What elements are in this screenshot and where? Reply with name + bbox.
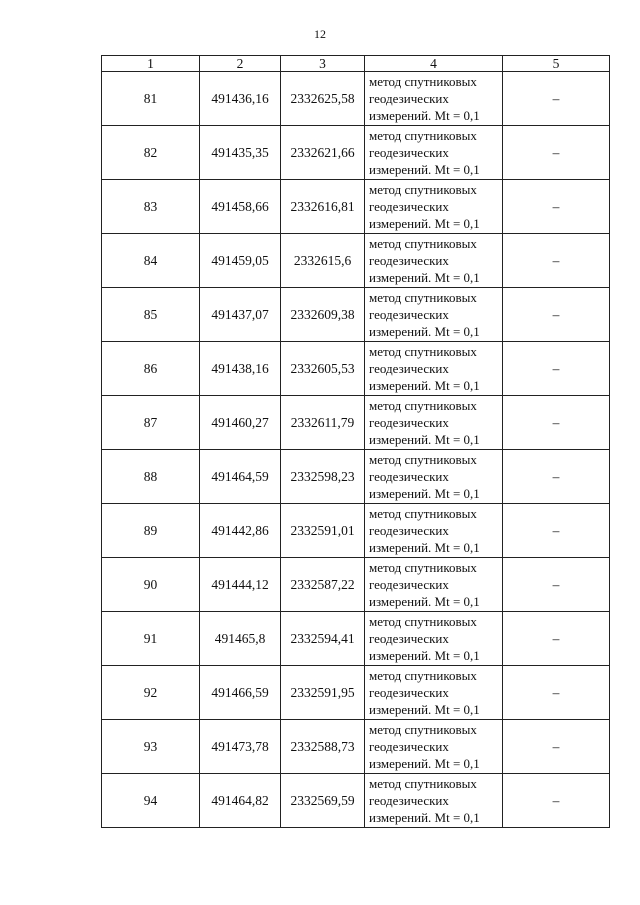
note-cell: – <box>503 396 610 450</box>
method-cell <box>365 72 503 126</box>
x-coordinate-cell: 491435,35 <box>200 126 281 180</box>
point-number-cell: 89 <box>102 504 200 558</box>
note-cell: – <box>503 558 610 612</box>
method-cell <box>365 234 503 288</box>
method-line: измерений. Mt = 0,1 <box>369 162 480 177</box>
method-line: измерений. Mt = 0,1 <box>369 540 480 555</box>
point-number-cell: 82 <box>102 126 200 180</box>
page-number: 12 <box>314 27 326 41</box>
table-row <box>102 342 610 396</box>
point-number-cell: 90 <box>102 558 200 612</box>
method-line: метод спутниковых <box>369 398 477 413</box>
method-line: геодезических <box>369 145 449 160</box>
table-row <box>102 126 610 180</box>
method-cell <box>365 288 503 342</box>
y-coordinate-cell: 2332605,53 <box>281 342 365 396</box>
y-coordinate-cell: 2332621,66 <box>281 126 365 180</box>
method-line: метод спутниковых <box>369 722 477 737</box>
method-line: геодезических <box>369 415 449 430</box>
method-line: метод спутниковых <box>369 344 477 359</box>
method-line: измерений. Mt = 0,1 <box>369 594 480 609</box>
method-line: метод спутниковых <box>369 776 477 791</box>
coordinates-table <box>101 55 610 828</box>
method-line: геодезических <box>369 253 449 268</box>
method-line: измерений. Mt = 0,1 <box>369 108 480 123</box>
table-row <box>102 72 610 126</box>
note-cell: – <box>503 612 610 666</box>
note-cell: – <box>503 720 610 774</box>
method-line: метод спутниковых <box>369 452 477 467</box>
table-row <box>102 774 610 828</box>
method-line: геодезических <box>369 199 449 214</box>
method-cell <box>365 774 503 828</box>
y-coordinate-cell: 2332598,23 <box>281 450 365 504</box>
method-line: геодезических <box>369 91 449 106</box>
note-cell: – <box>503 666 610 720</box>
method-line: метод спутниковых <box>369 290 477 305</box>
table-row <box>102 504 610 558</box>
method-line: геодезических <box>369 631 449 646</box>
note-cell: – <box>503 450 610 504</box>
method-line: измерений. Mt = 0,1 <box>369 432 480 447</box>
method-cell <box>365 450 503 504</box>
method-line: метод спутниковых <box>369 506 477 521</box>
x-coordinate-cell: 491464,82 <box>200 774 281 828</box>
x-coordinate-cell: 491473,78 <box>200 720 281 774</box>
table-row <box>102 720 610 774</box>
x-coordinate-cell: 491465,8 <box>200 612 281 666</box>
y-coordinate-cell: 2332616,81 <box>281 180 365 234</box>
y-coordinate-cell: 2332588,73 <box>281 720 365 774</box>
y-coordinate-cell: 2332609,38 <box>281 288 365 342</box>
method-line: измерений. Mt = 0,1 <box>369 270 480 285</box>
table-row <box>102 234 610 288</box>
method-line: геодезических <box>369 361 449 376</box>
note-cell: – <box>503 342 610 396</box>
y-coordinate-cell: 2332591,95 <box>281 666 365 720</box>
method-line: измерений. Mt = 0,1 <box>369 756 480 771</box>
point-number-cell: 84 <box>102 234 200 288</box>
x-coordinate-cell: 491444,12 <box>200 558 281 612</box>
x-coordinate-cell: 491458,66 <box>200 180 281 234</box>
method-cell <box>365 612 503 666</box>
method-line: измерений. Mt = 0,1 <box>369 216 480 231</box>
method-cell <box>365 396 503 450</box>
method-line: измерений. Mt = 0,1 <box>369 378 480 393</box>
method-cell <box>365 666 503 720</box>
method-line: метод спутниковых <box>369 236 477 251</box>
note-cell: – <box>503 774 610 828</box>
note-cell: – <box>503 72 610 126</box>
method-line: геодезических <box>369 307 449 322</box>
table-row <box>102 558 610 612</box>
point-number-cell: 85 <box>102 288 200 342</box>
point-number-cell: 91 <box>102 612 200 666</box>
method-line: метод спутниковых <box>369 668 477 683</box>
method-line: метод спутниковых <box>369 128 477 143</box>
point-number-cell: 81 <box>102 72 200 126</box>
table-row <box>102 396 610 450</box>
method-line: метод спутниковых <box>369 182 477 197</box>
x-coordinate-cell: 491442,86 <box>200 504 281 558</box>
point-number-cell: 86 <box>102 342 200 396</box>
note-cell: – <box>503 288 610 342</box>
method-cell <box>365 342 503 396</box>
x-coordinate-cell: 491466,59 <box>200 666 281 720</box>
x-coordinate-cell: 491438,16 <box>200 342 281 396</box>
method-cell <box>365 720 503 774</box>
method-line: геодезических <box>369 685 449 700</box>
table-row <box>102 288 610 342</box>
note-cell: – <box>503 126 610 180</box>
method-line: геодезических <box>369 469 449 484</box>
y-coordinate-cell: 2332625,58 <box>281 72 365 126</box>
point-number-cell: 83 <box>102 180 200 234</box>
point-number-cell: 93 <box>102 720 200 774</box>
x-coordinate-cell: 491437,07 <box>200 288 281 342</box>
x-coordinate-cell: 491436,16 <box>200 72 281 126</box>
method-cell <box>365 558 503 612</box>
note-cell: – <box>503 234 610 288</box>
table-row <box>102 666 610 720</box>
y-coordinate-cell: 2332569,59 <box>281 774 365 828</box>
y-coordinate-cell: 2332587,22 <box>281 558 365 612</box>
method-line: измерений. Mt = 0,1 <box>369 324 480 339</box>
method-line: измерений. Mt = 0,1 <box>369 486 480 501</box>
y-coordinate-cell: 2332594,41 <box>281 612 365 666</box>
method-cell <box>365 126 503 180</box>
column-header-1: 1 <box>102 56 200 72</box>
method-line: геодезических <box>369 739 449 754</box>
y-coordinate-cell: 2332615,6 <box>281 234 365 288</box>
table-body <box>102 72 610 828</box>
x-coordinate-cell: 491464,59 <box>200 450 281 504</box>
y-coordinate-cell: 2332611,79 <box>281 396 365 450</box>
y-coordinate-cell: 2332591,01 <box>281 504 365 558</box>
point-number-cell: 94 <box>102 774 200 828</box>
x-coordinate-cell: 491460,27 <box>200 396 281 450</box>
method-line: измерений. Mt = 0,1 <box>369 702 480 717</box>
table-row <box>102 612 610 666</box>
note-cell: – <box>503 180 610 234</box>
method-line: метод спутниковых <box>369 74 477 89</box>
table-row <box>102 180 610 234</box>
column-header-3: 3 <box>281 56 365 72</box>
method-line: геодезических <box>369 523 449 538</box>
column-header-5: 5 <box>503 56 610 72</box>
method-line: измерений. Mt = 0,1 <box>369 810 480 825</box>
point-number-cell: 87 <box>102 396 200 450</box>
point-number-cell: 88 <box>102 450 200 504</box>
note-cell: – <box>503 504 610 558</box>
method-line: геодезических <box>369 793 449 808</box>
table-row <box>102 450 610 504</box>
column-header-2: 2 <box>200 56 281 72</box>
point-number-cell: 92 <box>102 666 200 720</box>
column-header-4: 4 <box>365 56 503 72</box>
method-line: геодезических <box>369 577 449 592</box>
method-line: метод спутниковых <box>369 614 477 629</box>
x-coordinate-cell: 491459,05 <box>200 234 281 288</box>
table-header-row <box>102 56 610 72</box>
method-line: метод спутниковых <box>369 560 477 575</box>
method-line: измерений. Mt = 0,1 <box>369 648 480 663</box>
method-cell <box>365 504 503 558</box>
method-cell <box>365 180 503 234</box>
